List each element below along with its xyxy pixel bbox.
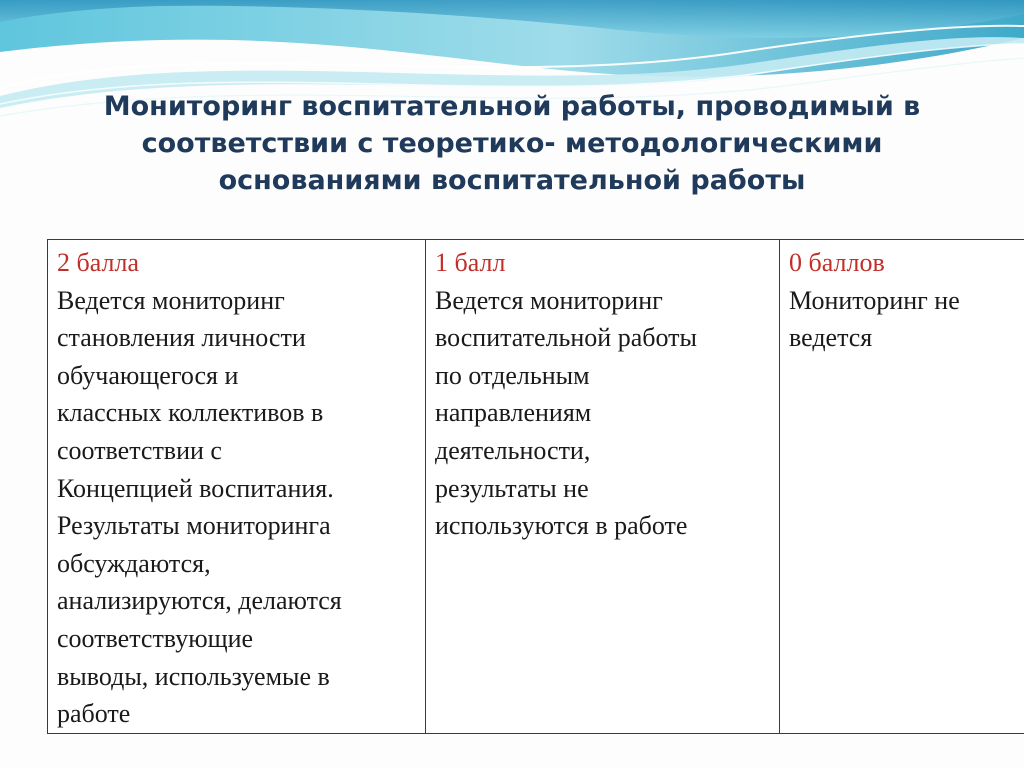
criteria-text-line: выводы, используемые в <box>57 661 330 691</box>
criteria-text-line: ведется <box>789 323 873 353</box>
criteria-text-line: классных коллективов в <box>57 398 324 428</box>
criteria-cell-1-point <box>426 240 780 734</box>
score-label: 1 балл <box>435 248 506 277</box>
criteria-text-line: Ведется мониторинг <box>435 285 663 315</box>
title-line: соответствии с теоретико- методологическими <box>141 128 883 159</box>
criteria-text-line: Ведется мониторинг <box>57 285 285 315</box>
criteria-text-line: Мониторинг не <box>789 285 960 315</box>
criteria-cell-2-points <box>48 240 426 734</box>
criteria-text-line: обсуждаются, <box>57 548 211 578</box>
criteria-text-line: направлениям <box>435 398 592 428</box>
slide-title <box>40 88 984 199</box>
criteria-text-line: соответствии с <box>57 435 222 465</box>
grading-criteria-table <box>47 239 1024 734</box>
criteria-text-line: соответствующие <box>57 623 254 653</box>
criteria-text-line: используются в работе <box>435 511 688 541</box>
criteria-text-line: Концепцией воспитания. <box>57 473 334 503</box>
title-line: Мониторинг воспитательной работы, проводимый в <box>103 91 921 122</box>
criteria-text-line: результаты не <box>435 473 589 503</box>
score-label: 2 балла <box>57 248 139 277</box>
title-line: основаниями воспитательной работы <box>218 165 806 196</box>
criteria-text-line: Результаты мониторинга <box>57 511 331 541</box>
criteria-text-line: по отдельным <box>435 360 590 390</box>
criteria-text-line: становления личности <box>57 323 306 353</box>
criteria-text-line: анализируются, делаются <box>57 586 342 616</box>
table-row <box>48 240 1024 734</box>
criteria-text-line: воспитательной работы <box>435 323 697 353</box>
criteria-text-line: работе <box>57 699 131 729</box>
criteria-cell-0-points <box>780 240 1024 734</box>
score-label: 0 баллов <box>789 248 885 277</box>
criteria-text-line: деятельности, <box>435 435 591 465</box>
criteria-text-line: обучающегося и <box>57 360 239 390</box>
